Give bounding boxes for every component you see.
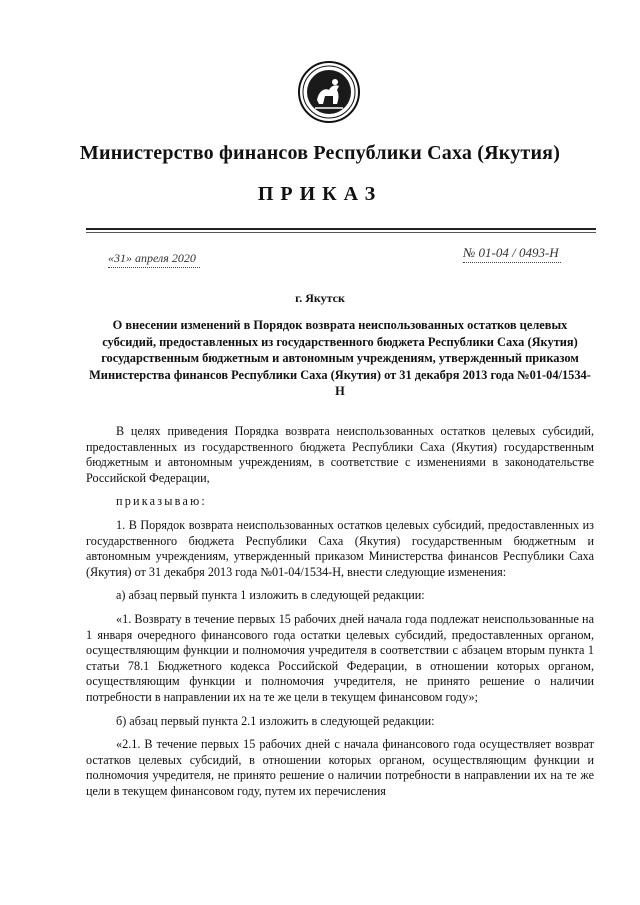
paragraph-order: приказываю: [116, 494, 207, 509]
paragraph-item-1: 1. В Порядок возврата неиспользованных остатков целевых субсидий, предоставленных из государственного бюджета Республики Саха (Якутия) государственным бюджетным и автономным учреждениям, утвержденный приказом Министерства финансов Республики Саха (Якутия) от 31 декабря 2013 года №01-04/1534-Н, внести следующие изменения: [86, 517, 594, 579]
paragraph-item-a: а) абзац первый пункта 1 изложить в следующей редакции: [116, 588, 425, 603]
paragraph-quote-2-1: «2.1. В течение первых 15 рабочих дней с начала финансового года осуществляет возврат остатков целевых субсидий, в отношении которых органом, осуществляющим функции и полномочия учредителя, не принято решение о наличии потребности в направлении их на те же цели в текущем финансовом году, путем их перечисления [86, 737, 594, 798]
order-date: «31» апреля 2020 [108, 251, 200, 268]
header-divider [86, 228, 596, 230]
header-divider-thin [86, 232, 596, 233]
order-number: № 01-04 / 0493-Н [463, 245, 561, 263]
document-title: О внесении изменений в Порядок возврата неиспользованных остатков целевых субсидий, предоставленных из государственного бюджета Республики Саха (Якутия) государственным бюджетным и автономным учреждениям, утвержденный приказом Министерства финансов Республики Саха (Якутия) от 31 декабря 2013 года №01-04/1534-Н [89, 318, 591, 398]
document-body [86, 424, 594, 807]
paragraph-item-b: б) абзац первый пункта 2.1 изложить в следующей редакции: [116, 713, 435, 728]
paragraph-quote-1: «1. Возврату в течение первых 15 рабочих дней начала года подлежат неиспользованные на 1 января очередного финансового года остатки целевых субсидий, предоставленных органом, осуществляющим функции и полномочия учредителя в соответствии с абзацем вторым пункта 1 статьи 78.1 Бюджетного кодекса Российской Федерации, в отношении которых органом, осуществляющим функции и полномочия учредителя, не принято решение о наличии потребности в направлении их на те же цели в текущем финансовом году»; [86, 611, 594, 704]
paragraph-preamble: В целях приведения Порядка возврата неиспользованных остатков целевых субсидий, предоставленных из государственного бюджета Республики Саха (Якутия) государственным бюджетным и автономным учреждениям, в соответствие с изменениями в законодательстве Российской Федерации, [86, 424, 594, 485]
document-type: ПРИКАЗ [257, 183, 383, 205]
ministry-name: Министерство финансов Республики Саха (Якутия) [79, 142, 561, 164]
city: г. Якутск [295, 291, 345, 305]
coat-of-arms-icon [297, 60, 361, 124]
